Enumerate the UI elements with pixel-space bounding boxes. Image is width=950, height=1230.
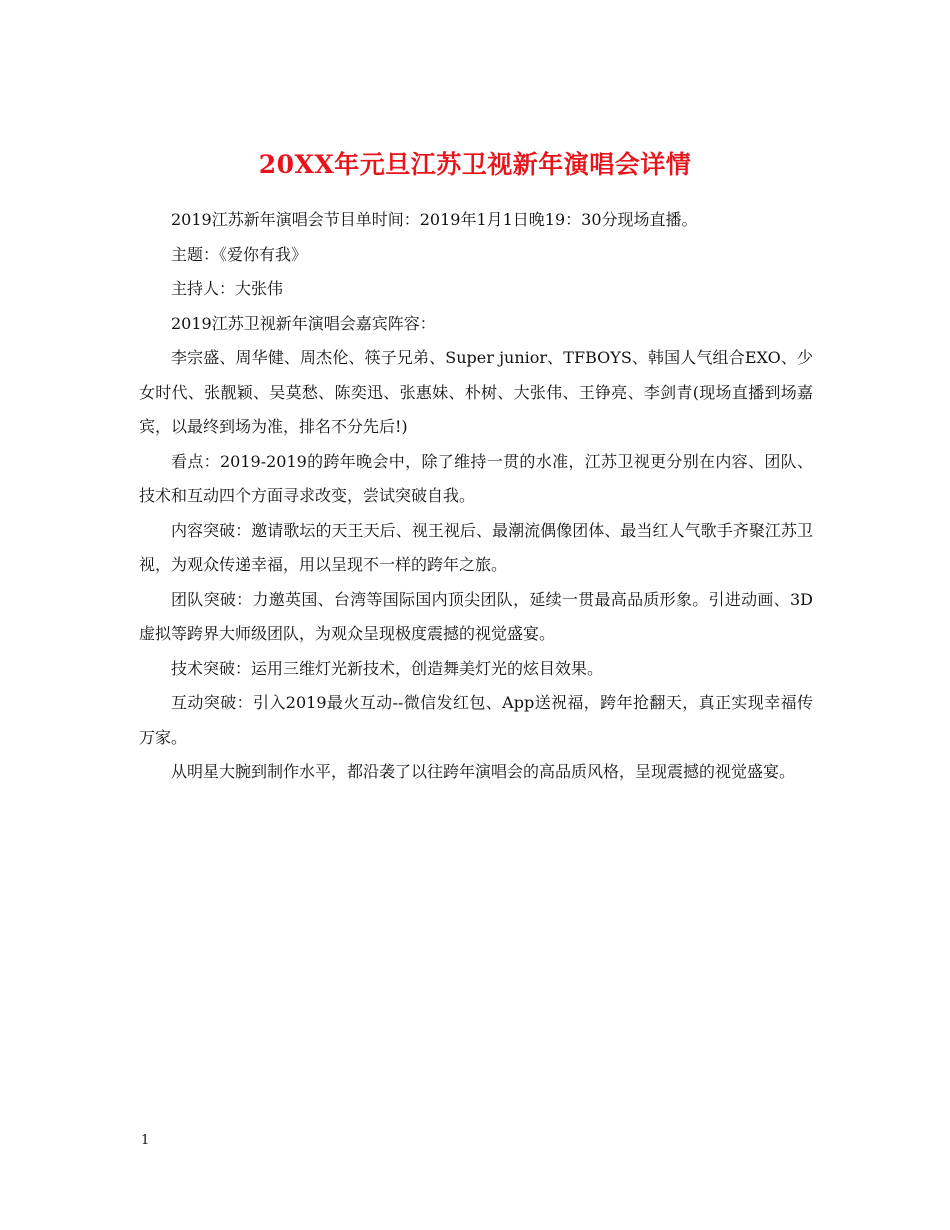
paragraph-highlights: 看点：2019-2019的跨年晚会中，除了维持一贯的水准，江苏卫视更分别在内容、团队、技术和互动四个方面寻求改变，尝试突破自我。: [139, 451, 813, 505]
paragraph-team-breakthrough: 团队突破：力邀英国、台湾等国际国内顶尖团队，延续一贯最高品质形象。引进动画、3D虚拟等跨界大师级团队，为观众呈现极度震撼的视觉盛宴。: [139, 589, 813, 643]
paragraph-guest-list: 李宗盛、周华健、周杰伦、筷子兄弟、Super junior、TFBOYS、韩国人气组合EXO、少女时代、张靓颖、吴莫愁、陈奕迅、张惠妹、朴树、大张伟、王铮亮、李剑青(现场直播到场嘉宾，以最终到场为准，排名不分先后!): [139, 348, 813, 436]
paragraph-broadcast-time: 2019江苏新年演唱会节目单时间：2019年1月1日晚19：30分现场直播。: [171, 210, 698, 229]
paragraph-host: 主持人：大张伟: [171, 279, 284, 298]
page-number: 1: [141, 1133, 150, 1148]
paragraph-guest-heading: 2019江苏卫视新年演唱会嘉宾阵容：: [171, 313, 436, 333]
document-title: 20XX年元旦江苏卫视新年演唱会详情: [258, 149, 692, 179]
paragraph-theme: 主题：《爱你有我》: [171, 244, 308, 264]
paragraph-content-breakthrough: 内容突破：邀请歌坛的天王天后、视王视后、最潮流偶像团体、最当红人气歌手齐聚江苏卫视，为观众传递幸福，用以呈现不一样的跨年之旅。: [139, 520, 813, 574]
paragraph-interaction-breakthrough: 互动突破：引入2019最火互动--微信发红包、App送祝福，跨年抢翻天，真正实现幸福传万家。: [139, 693, 813, 747]
paragraph-tech-breakthrough: 技术突破：运用三维灯光新技术，创造舞美灯光的炫目效果。: [171, 658, 604, 678]
document-body: [139, 203, 813, 790]
paragraph-conclusion: 从明星大腕到制作水平，都沿袭了以往跨年演唱会的高品质风格，呈现震撼的视觉盛宴。: [171, 762, 796, 781]
